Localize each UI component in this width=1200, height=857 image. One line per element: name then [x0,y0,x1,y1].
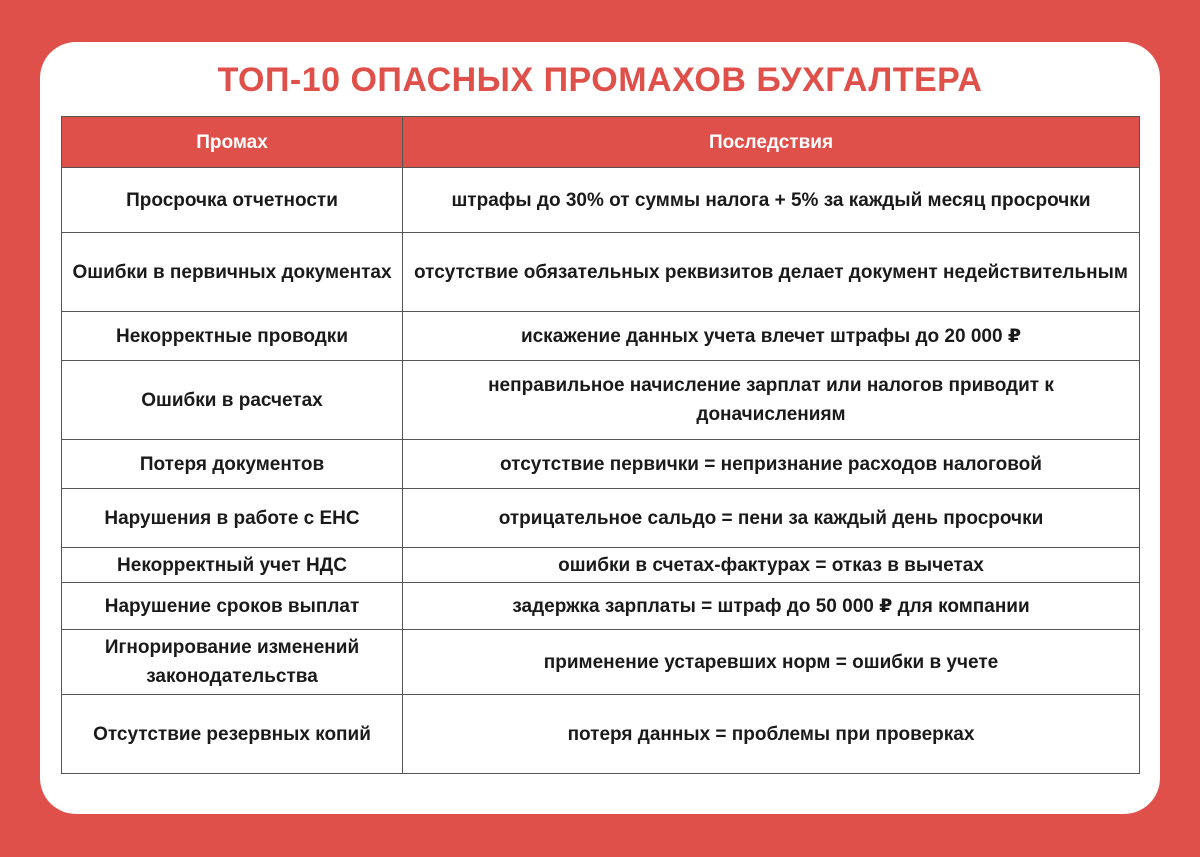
consequence-cell: штрафы до 30% от суммы налога + 5% за каждый месяц просрочки [403,168,1140,233]
page-title: ТОП-10 ОПАСНЫХ ПРОМАХОВ БУХГАЛТЕРА [217,61,983,99]
consequence-cell: отсутствие обязательных реквизитов делает документ недействительным [403,233,1140,312]
mistake-cell: Нарушение сроков выплат [62,583,403,630]
consequence-cell: применение устаревших норм = ошибки в учете [403,630,1140,695]
consequence-cell: задержка зарплаты = штраф до 50 000 ₽ для компании [403,583,1140,630]
table-row [62,440,1140,489]
mistake-cell: Ошибки в первичных документах [62,233,403,312]
table-row [62,489,1140,548]
consequence-cell: неправильное начисление зарплат или налогов приводит к доначислениям [403,361,1140,440]
mistakes-table [61,116,1140,774]
table-row [62,361,1140,440]
table-row [62,233,1140,312]
mistake-cell: Потеря документов [62,440,403,489]
table-row [62,548,1140,583]
mistake-cell: Нарушения в работе с ЕНС [62,489,403,548]
consequence-cell: ошибки в счетах-фактурах = отказ в вычетах [403,548,1140,583]
mistake-cell: Некорректные проводки [62,312,403,361]
consequence-cell: искажение данных учета влечет штрафы до 20 000 ₽ [403,312,1140,361]
table-header-row [62,117,1140,168]
header-mistake: Промах [62,117,403,168]
consequence-cell: потеря данных = проблемы при проверках [403,695,1140,774]
mistake-cell: Просрочка отчетности [62,168,403,233]
consequence-cell: отсутствие первички = непризнание расходов налоговой [403,440,1140,489]
table-row [62,168,1140,233]
mistake-cell: Игнорирование изменений законодательства [62,630,403,695]
table-row [62,630,1140,695]
header-consequence: Последствия [403,117,1140,168]
table-row [62,695,1140,774]
mistake-cell: Некорректный учет НДС [62,548,403,583]
table-row [62,583,1140,630]
mistake-cell: Отсутствие резервных копий [62,695,403,774]
table-row [62,312,1140,361]
mistake-cell: Ошибки в расчетах [62,361,403,440]
consequence-cell: отрицательное сальдо = пени за каждый день просрочки [403,489,1140,548]
